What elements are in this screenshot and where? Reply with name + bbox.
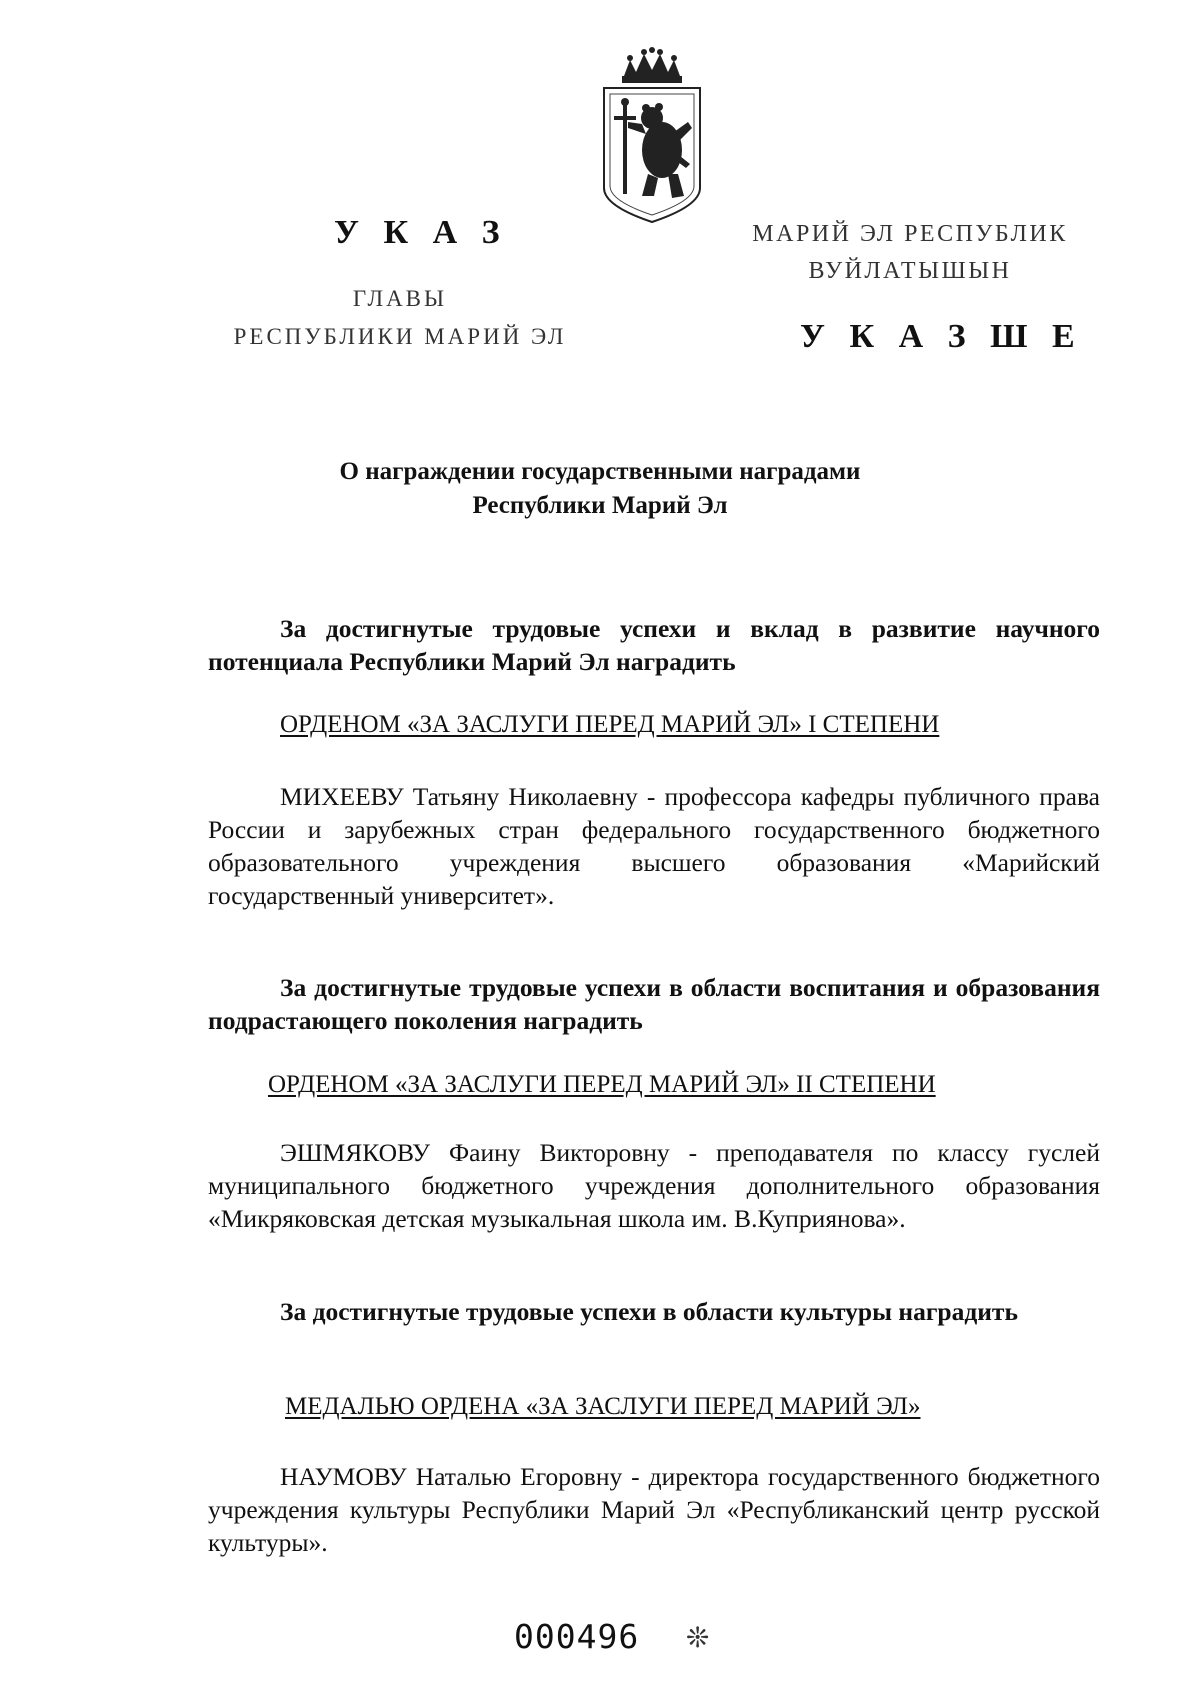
ukazshe-title: У К А З Ш Е xyxy=(800,318,1083,355)
recipient-block xyxy=(208,780,1100,912)
section-2 xyxy=(208,971,1100,1037)
issuer-left-line1: ГЛАВЫ xyxy=(352,286,448,311)
recipient-text: НАУМОВУ Наталью Егоровну - директора государственного бюджетного учреждения культуры Республики Марий Эл «Республиканский центр русской культуры». xyxy=(208,1462,1100,1557)
issuer-right xyxy=(710,216,1110,290)
award-title-text: ОРДЕНОМ «ЗА ЗАСЛУГИ ПЕРЕД МАРИЙ ЭЛ» I СТЕПЕНИ xyxy=(280,711,940,738)
award-title-text: МЕДАЛЬЮ ОРДЕНА «ЗА ЗАСЛУГИ ПЕРЕД МАРИЙ ЭЛ» xyxy=(285,1393,921,1420)
recipient-block xyxy=(208,1460,1100,1559)
award-title-text: ОРДЕНОМ «ЗА ЗАСЛУГИ ПЕРЕД МАРИЙ ЭЛ» II СТЕПЕНИ xyxy=(268,1071,936,1098)
award-title xyxy=(280,711,939,739)
award-title xyxy=(268,1071,936,1099)
recipient-text: МИХЕЕВУ Татьяну Николаевну - профессора кафедры публичного права России и зарубежных стран федерального государственного бюджетного образовательного учреждения высшего образования «Марийский государственный университет». xyxy=(208,782,1100,910)
issuer-right-line1: МАРИЙ ЭЛ РЕСПУБЛИК xyxy=(752,221,1068,247)
issuer-left xyxy=(200,280,600,356)
document-title-line1: О награждении государственными наградами xyxy=(339,458,861,485)
coat-of-arms-icon xyxy=(596,46,708,226)
ukaz-title: У К А З xyxy=(334,214,508,251)
issuer-right-line2: ВУЙЛАТЫШЫН xyxy=(808,258,1012,284)
section-intro: За достигнутые трудовые успехи в области культуры наградить xyxy=(280,1297,1018,1326)
award-title xyxy=(285,1393,921,1421)
recipient-block xyxy=(208,1136,1100,1235)
section-3 xyxy=(208,1295,1100,1328)
document-title-line2: Республики Марий Эл xyxy=(472,492,728,519)
document-title xyxy=(300,455,900,523)
document-number: 000496 xyxy=(514,1617,640,1656)
section-intro: За достигнутые трудовые успехи в области воспитания и образования подрастающего поколения наградить xyxy=(208,973,1100,1035)
section-intro: За достигнутые трудовые успехи и вклад в развитие научного потенциала Республики Марий Эл наградить xyxy=(208,614,1100,676)
decorative-mark-icon: ❊ xyxy=(686,1621,710,1654)
section-1 xyxy=(208,612,1100,678)
issuer-left-line2: РЕСПУБЛИКИ МАРИЙ ЭЛ xyxy=(233,324,567,349)
recipient-text: ЭШМЯКОВУ Фаину Викторовну - преподавателя по классу гуслей муниципального бюджетного учреждения дополнительного образования «Микряковская детская музыкальная школа им. В.Куприянова». xyxy=(208,1138,1100,1233)
